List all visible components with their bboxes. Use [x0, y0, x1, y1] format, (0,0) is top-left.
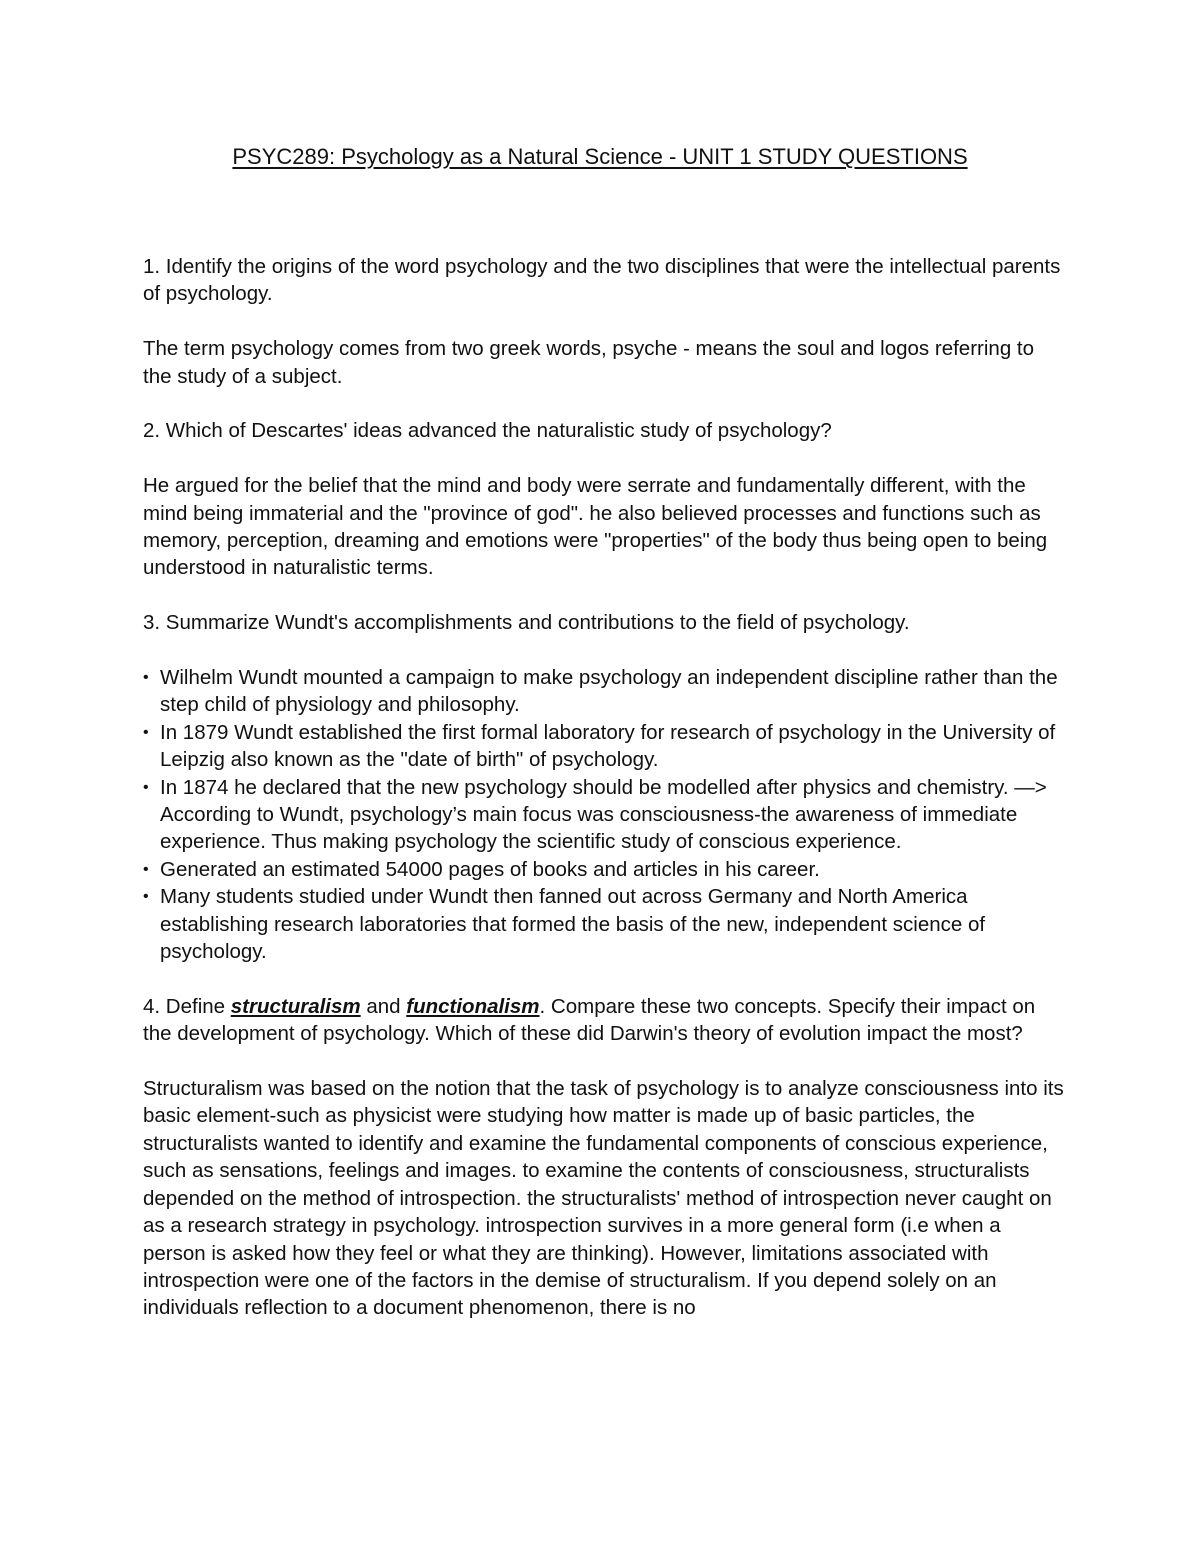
term-structuralism: structuralism	[230, 994, 361, 1018]
document-body	[143, 253, 1068, 1349]
question-3: 3. Summarize Wundt's accomplishments and contributions to the field of psychology.	[143, 611, 910, 635]
list-item: • Wilhelm Wundt mounted a campaign to make psychology an independent discipline rather than the step child of physiology and philosophy.	[143, 664, 1068, 719]
question-1: 1. Identify the origins of the word psychology and the two disciplines that were the intellectual parents of psychology.	[143, 255, 1061, 306]
answer-1: The term psychology comes from two greek words, psyche - means the soul and logos referring to the study of a subject.	[143, 337, 1035, 388]
list-item: • Many students studied under Wundt then fanned out across Germany and North America establishing research laboratories that formed the basis of the new, independent science of psychology.	[143, 883, 1068, 965]
question-2: 2. Which of Descartes' ideas advanced the naturalistic study of psychology?	[143, 419, 832, 443]
question-4-middle: and	[360, 994, 407, 1018]
answer-2: He argued for the belief that the mind and body were serrate and fundamentally different, with the mind being immaterial and the "province of god". he also believed processes and functions such as memory, perception, dreaming and emotions were "properties" of the body thus being open to being understood in naturalistic terms.	[143, 474, 1048, 580]
question-4-prefix: 4. Define	[143, 994, 231, 1018]
question-4	[143, 993, 1068, 1048]
question-4-suffix: . Compare these two concepts. Specify their impact on the development of psychology. Which of these did Darwin's theory of evolution impact the most?	[143, 994, 1036, 1046]
answer-4: Structuralism was based on the notion that the task of psychology is to analyze consciousness into its basic element-such as physicist were studying how matter is made up of basic particles, the structuralists wanted to identify and examine the fundamental components of conscious experience, such as sensations, feelings and images. to examine the contents of consciousness, structuralists depended on the method of introspection. the structuralists' method of introspection never caught on as a research strategy in psychology. introspection survives in a more general form (i.e when a person is asked how they feel or what they are thinking). However, limitations associated with introspection were one of the factors in the demise of structuralism. If you depend solely on an individuals reflection to a document phenomenon, there is no	[143, 1077, 1064, 1320]
list-item: • In 1874 he declared that the new psychology should be modelled after physics and chemistry. —> According to Wundt, psychology’s main focus was consciousness-the awareness of immediate experience. Thus making psychology the scientific study of conscious experience.	[143, 774, 1068, 856]
list-item: • In 1879 Wundt established the first formal laboratory for research of psychology in the University of Leipzig also known as the "date of birth" of psychology.	[143, 719, 1068, 774]
page-title: PSYC289: Psychology as a Natural Science - UNIT 1 STUDY QUESTIONS	[232, 144, 968, 169]
term-functionalism: functionalism	[406, 994, 540, 1018]
list-item: • Generated an estimated 54000 pages of books and articles in his career.	[143, 856, 1068, 883]
wundt-bullet-list	[143, 664, 1068, 965]
